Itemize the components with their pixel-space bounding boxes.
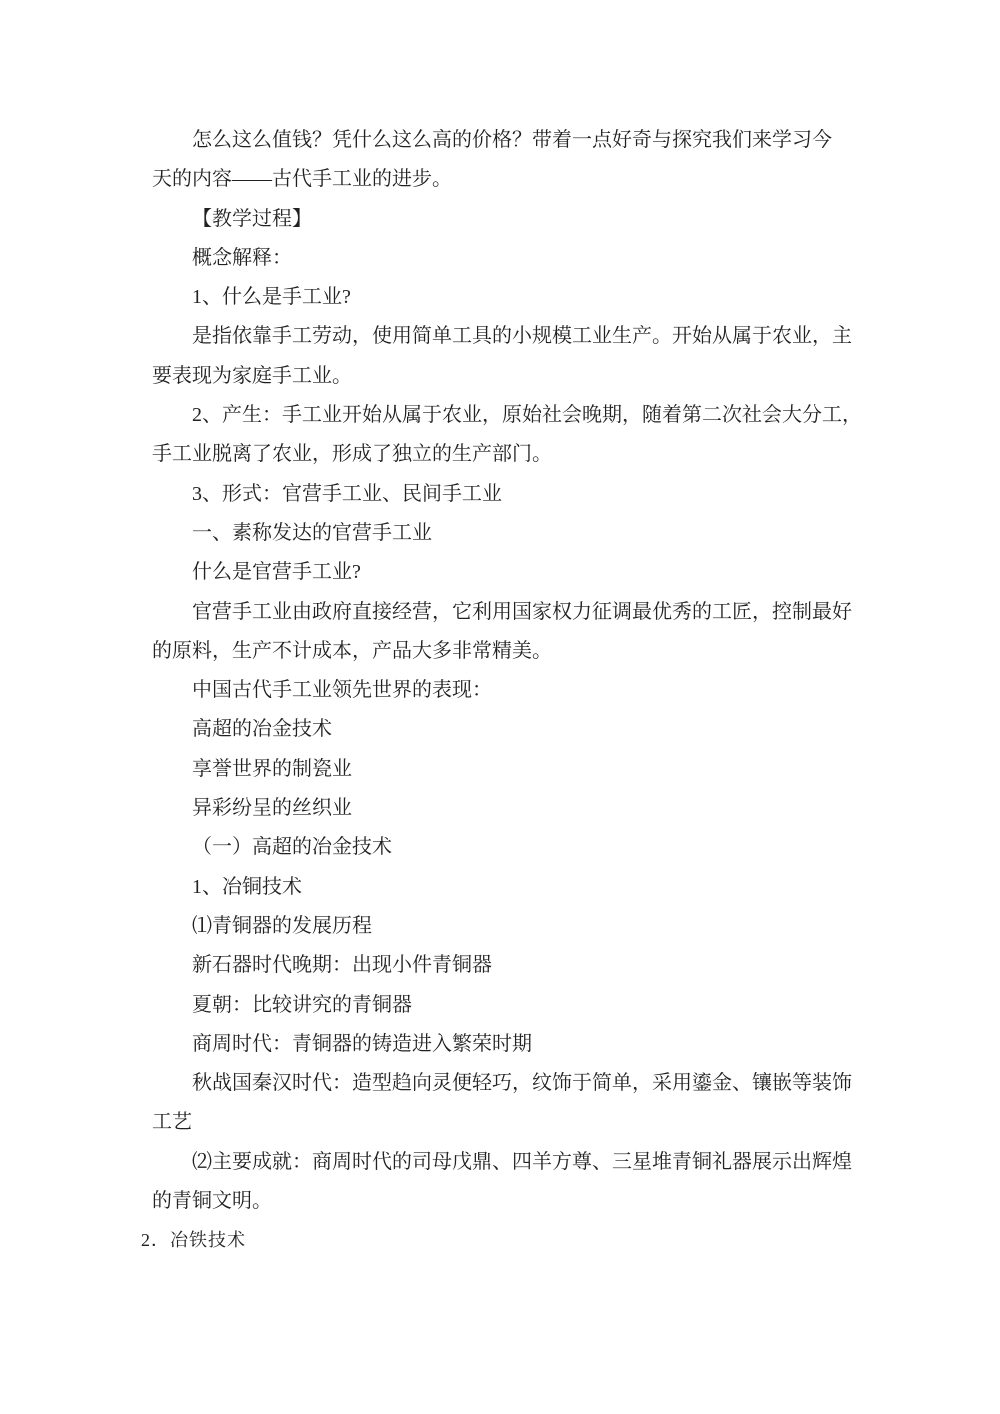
text-line: 天的内容——古代手工业的进步。 xyxy=(152,168,452,191)
text-line: ⑴青铜器的发展历程 xyxy=(192,914,372,937)
text-line: 什么是官营手工业? xyxy=(192,561,361,584)
text-line: 1、什么是手工业? xyxy=(192,286,351,309)
text-line: 3、形式：官营手工业、民间手工业 xyxy=(192,482,502,505)
text-line: 要表现为家庭手工业。 xyxy=(152,364,352,387)
text-line: 是指依靠手工劳动，使用简单工具的小规模工业生产。开始从属于农业，主 xyxy=(192,325,852,348)
text-line: 秋战国秦汉时代：造型趋向灵便轻巧，纹饰于简单，采用鎏金、镶嵌等装饰 xyxy=(192,1072,852,1095)
text-line: 夏朝：比较讲究的青铜器 xyxy=(192,993,412,1016)
text-line: 2、产生：手工业开始从属于农业，原始社会晚期，随着第二次社会大分工， xyxy=(192,404,862,427)
text-line: 2．冶铁技术 xyxy=(141,1230,246,1251)
text-line: 中国古代手工业领先世界的表现： xyxy=(192,679,492,702)
text-line: 【教学过程】 xyxy=(192,207,312,230)
text-line: 的青铜文明。 xyxy=(152,1190,272,1213)
text-line: 异彩纷呈的丝织业 xyxy=(192,797,352,820)
text-line: 商周时代：青铜器的铸造进入繁荣时期 xyxy=(192,1032,532,1055)
text-line: 手工业脱离了农业，形成了独立的生产部门。 xyxy=(152,443,552,466)
text-line: ⑵主要成就：商周时代的司母戊鼎、四羊方尊、三星堆青铜礼器展示出辉煌 xyxy=(192,1150,852,1173)
text-line: 享誉世界的制瓷业 xyxy=(192,757,352,780)
text-line: 官营手工业由政府直接经营，它利用国家权力征调最优秀的工匠，控制最好 xyxy=(192,600,852,623)
text-line: 一、素称发达的官营手工业 xyxy=(192,521,432,544)
text-line: （一）高超的冶金技术 xyxy=(192,836,392,859)
text-line: 的原料，生产不计成本，产品大多非常精美。 xyxy=(152,639,552,662)
text-line: 1、冶铜技术 xyxy=(192,875,302,898)
text-line: 概念解释： xyxy=(192,246,292,269)
text-line: 高超的冶金技术 xyxy=(192,718,332,741)
text-line: 怎么这么值钱？凭什么这么高的价格？带着一点好奇与探究我们来学习今 xyxy=(192,129,832,151)
text-line: 新石器时代晚期：出现小件青铜器 xyxy=(192,954,492,977)
text-line: 工艺 xyxy=(152,1111,192,1134)
document-content xyxy=(141,121,862,1261)
